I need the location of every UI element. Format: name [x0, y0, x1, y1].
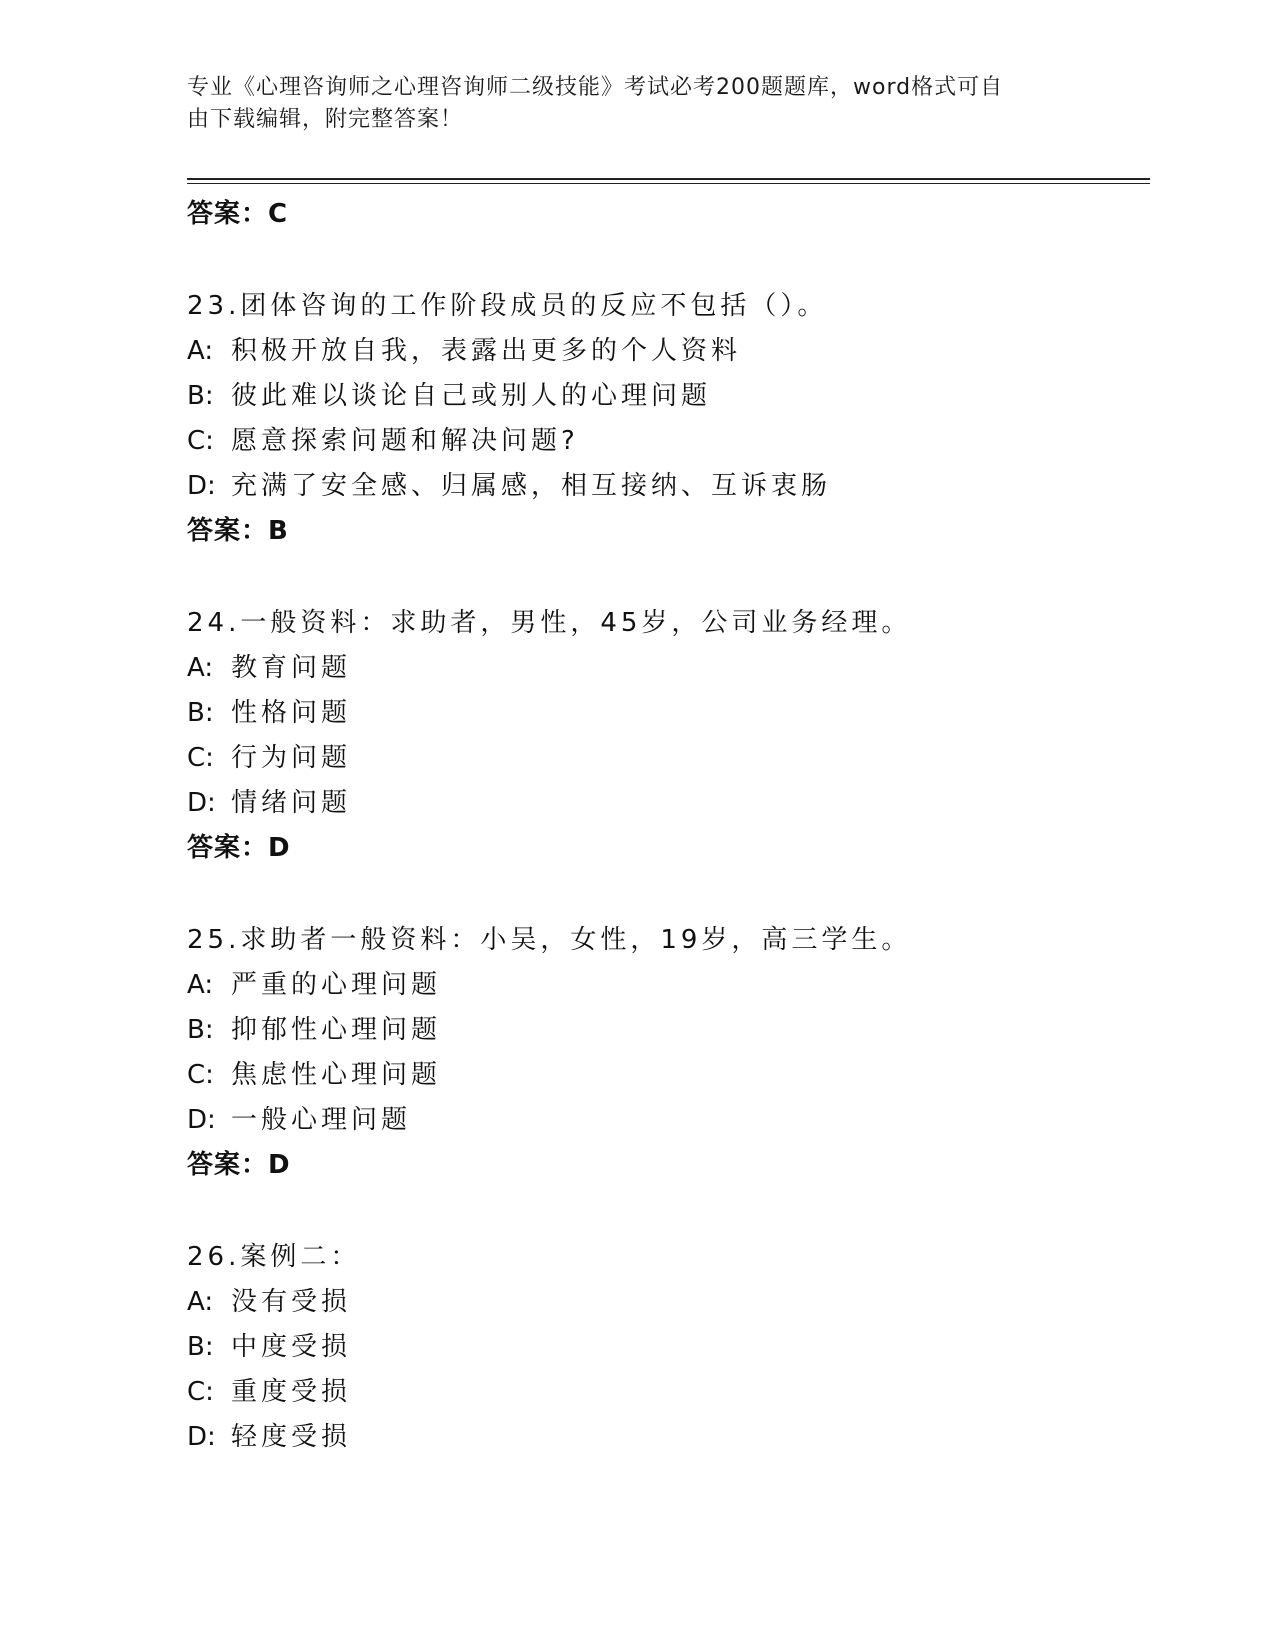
option-letter: C: [187, 1377, 214, 1407]
option-c [187, 419, 1147, 464]
option-text: 教育问题 [231, 653, 352, 683]
document-header [187, 72, 1067, 136]
document-body [187, 192, 1147, 1460]
option-d [187, 1415, 1147, 1460]
option-letter: D: [187, 471, 216, 501]
option-d [187, 1098, 1147, 1143]
question-title: 26.案例二： [187, 1242, 361, 1272]
option-text: 行为问题 [231, 743, 352, 773]
option-text: 彼此难以谈论自己或别人的心理问题 [231, 381, 712, 411]
header-rule-thin [187, 183, 1150, 184]
question-title: 23.团体咨询的工作阶段成员的反应不包括（）。 [187, 291, 828, 321]
question-title: 24.一般资料：求助者，男性，45岁，公司业务经理。 [187, 608, 912, 638]
option-letter: D: [187, 1422, 216, 1452]
option-b [187, 1008, 1147, 1053]
option-text: 严重的心理问题 [231, 970, 442, 1000]
spacer [187, 236, 1147, 284]
option-text: 重度受损 [231, 1377, 352, 1407]
option-text: 中度受损 [231, 1332, 352, 1362]
option-text: 充满了安全感、归属感，相互接纳、互诉衷肠 [231, 471, 832, 501]
question-26 [187, 1235, 1147, 1460]
option-a [187, 1280, 1147, 1325]
option-letter: B: [187, 1015, 214, 1045]
answer-24: 答案：D [187, 833, 291, 863]
answer-25: 答案：D [187, 1150, 291, 1180]
header-line-1: 专业《心理咨询师之心理咨询师二级技能》考试必考200题题库，word格式可自 [187, 75, 1004, 100]
question-23 [187, 284, 1147, 553]
option-text: 愿意探索问题和解决问题? [231, 426, 579, 456]
option-letter: C: [187, 743, 214, 773]
spacer [187, 553, 1147, 601]
option-letter: A: [187, 653, 214, 683]
option-b [187, 691, 1147, 736]
option-text: 抑郁性心理问题 [231, 1015, 442, 1045]
header-rule-thick [187, 178, 1150, 180]
option-letter: D: [187, 788, 216, 818]
answer-22: 答案：C [187, 199, 289, 229]
question-title: 25.求助者一般资料：小吴，女性，19岁，高三学生。 [187, 925, 912, 955]
option-c [187, 736, 1147, 781]
option-text: 情绪问题 [231, 788, 352, 818]
option-a [187, 329, 1147, 374]
option-a [187, 646, 1147, 691]
option-letter: C: [187, 426, 214, 456]
option-text: 积极开放自我，表露出更多的个人资料 [231, 336, 742, 366]
option-text: 一般心理问题 [231, 1105, 412, 1135]
option-text: 性格问题 [231, 698, 352, 728]
option-d [187, 781, 1147, 826]
option-letter: B: [187, 381, 214, 411]
option-c [187, 1370, 1147, 1415]
option-b [187, 374, 1147, 419]
option-c [187, 1053, 1147, 1098]
header-line-2: 由下载编辑，附完整答案！ [187, 107, 464, 132]
question-25 [187, 918, 1147, 1187]
option-letter: B: [187, 698, 214, 728]
option-text: 焦虑性心理问题 [231, 1060, 442, 1090]
option-text: 没有受损 [231, 1287, 352, 1317]
option-letter: C: [187, 1060, 214, 1090]
spacer [187, 1187, 1147, 1235]
option-b [187, 1325, 1147, 1370]
option-a [187, 963, 1147, 1008]
option-letter: A: [187, 1287, 214, 1317]
option-letter: A: [187, 336, 214, 366]
option-letter: A: [187, 970, 214, 1000]
answer-23: 答案：B [187, 516, 289, 546]
question-24 [187, 601, 1147, 870]
option-text: 轻度受损 [231, 1422, 352, 1452]
option-letter: D: [187, 1105, 216, 1135]
spacer [187, 870, 1147, 918]
option-d [187, 464, 1147, 509]
option-letter: B: [187, 1332, 214, 1362]
